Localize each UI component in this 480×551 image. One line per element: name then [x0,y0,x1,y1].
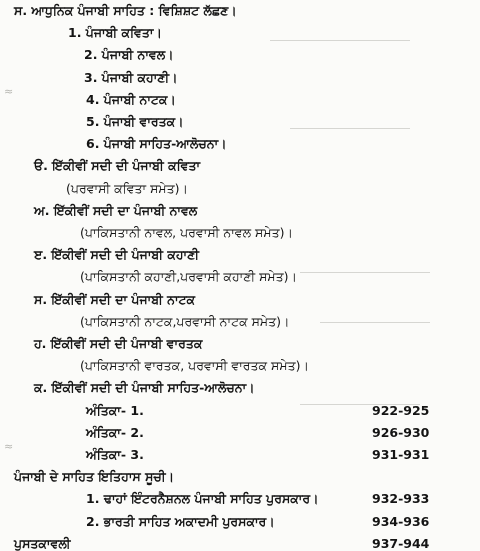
bleed-through-mark: ≈ [4,440,14,453]
section-h-subtitle: (ਪਾਕਿਸਤਾਨੀ ਵਾਰਤਕ, ਪਰਵਾਸੀ ਵਾਰਤਕ ਸਮੇਤ)। [80,358,309,374]
toc-item: 6. ਪੰਜਾਬੀ ਸਾਹਿਤ-ਆਲੋਚਨਾ। [86,136,227,152]
toc-item: 3. ਪੰਜਾਬੀ ਕਹਾਣੀ। [84,69,178,85]
section-k-heading: ਕ. ਇੱਕੀਵੀਂ ਸਦੀ ਦੀ ਪੰਜਾਬੀ ਸਾਹਿਤ-ਆਲੋਚਨਾ। [34,380,255,396]
award-label: 2. ਭਾਰਤੀ ਸਾਹਿਤ ਅਕਾਦਮੀ ਪੁਰਸਕਾਰ। [86,513,275,529]
bibliography-pages: 937-944 [372,535,430,551]
bleed-through-line [320,322,430,323]
section-e-subtitle: (ਪਾਕਿਸਤਾਨੀ ਕਹਾਣੀ,ਪਰਵਾਸੀ ਕਹਾਣੀ ਸਮੇਤ)। [80,269,297,285]
section-h-heading: ਹ. ਇੱਕੀਵੀਂ ਸਦੀ ਦੀ ਪੰਜਾਬੀ ਵਾਰਤਕ [34,336,203,351]
section-s2-heading: ਸ. ਇੱਕੀਵੀਂ ਸਦੀ ਦਾ ਪੰਜਾਬੀ ਨਾਟਕ [34,291,196,307]
bleed-through-mark: ≈ [4,85,14,98]
antika-pages: 931-931 [372,447,430,462]
antika-label: ਅੰਤਿਕਾ- 3. [86,447,144,462]
section-u-subtitle: (ਪਰਵਾਸੀ ਕਵਿਤਾ ਸਮੇਤ)। [66,180,188,196]
toc-item: 1. ਪੰਜਾਬੀ ਕਵਿਤਾ। [68,25,162,41]
section-e-heading: ੲ. ਇੱਕੀਵੀਂ ਸਦੀ ਦੀ ਪੰਜਾਬੀ ਕਹਾਣੀ [34,247,200,263]
antika-label: ਅੰਤਿਕਾ- 1. [86,402,144,418]
history-list-heading: ਪੰਜਾਬੀ ਦੇ ਸਾਹਿਤ ਇਤਿਹਾਸ ਸੂਚੀ। [14,469,175,485]
toc-item: 4. ਪੰਜਾਬੀ ਨਾਟਕ। [86,91,176,107]
toc-item: 2. ਪੰਜਾਬੀ ਨਾਵਲ। [84,47,174,63]
award-label: 1. ਢਾਹਾਂ ਇੰਟਰਨੈਸ਼ਨਲ ਪੰਜਾਬੀ ਸਾਹਿਤ ਪੁਰਸਕਾਰ। [86,491,319,507]
bleed-through-line [300,272,430,273]
antika-pages: 922-925 [372,402,430,418]
section-s2-subtitle: (ਪਾਕਿਸਤਾਨੀ ਨਾਟਕ,ਪਰਵਾਸੀ ਨਾਟਕ ਸਮੇਤ)। [80,313,290,329]
section-a-heading: ਅ. ਇੱਕੀਵੀਂ ਸਦੀ ਦਾ ਪੰਜਾਬੀ ਨਾਵਲ [34,202,198,218]
bleed-through-line [290,128,410,129]
antika-label: ਅੰਤਿਕਾ- 2. [86,424,144,440]
award-pages: 934-936 [372,513,430,529]
toc-item: 5. ਪੰਜਾਬੀ ਵਾਰਤਕ। [86,114,184,129]
section-a-subtitle: (ਪਾਕਿਸਤਾਨੀ ਨਾਵਲ, ਪਰਵਾਸੀ ਨਾਵਲ ਸਮੇਤ)। [80,225,293,240]
bibliography-label: ਪੁਸਤਕਾਵਲੀ [14,535,71,551]
award-pages: 932-933 [372,491,430,507]
bleed-through-line [270,40,410,41]
section-s-heading: ਸ. ਆਧੁਨਿਕ ਪੰਜਾਬੀ ਸਾਹਿਤ : ਵਿਸ਼ਿਸ਼ਟ ਲੱਛਣ। [14,3,237,18]
antika-pages: 926-930 [372,424,430,440]
section-u-heading: ੳ. ਇੱਕੀਵੀਂ ਸਦੀ ਦੀ ਪੰਜਾਬੀ ਕਵਿਤਾ [34,158,201,174]
